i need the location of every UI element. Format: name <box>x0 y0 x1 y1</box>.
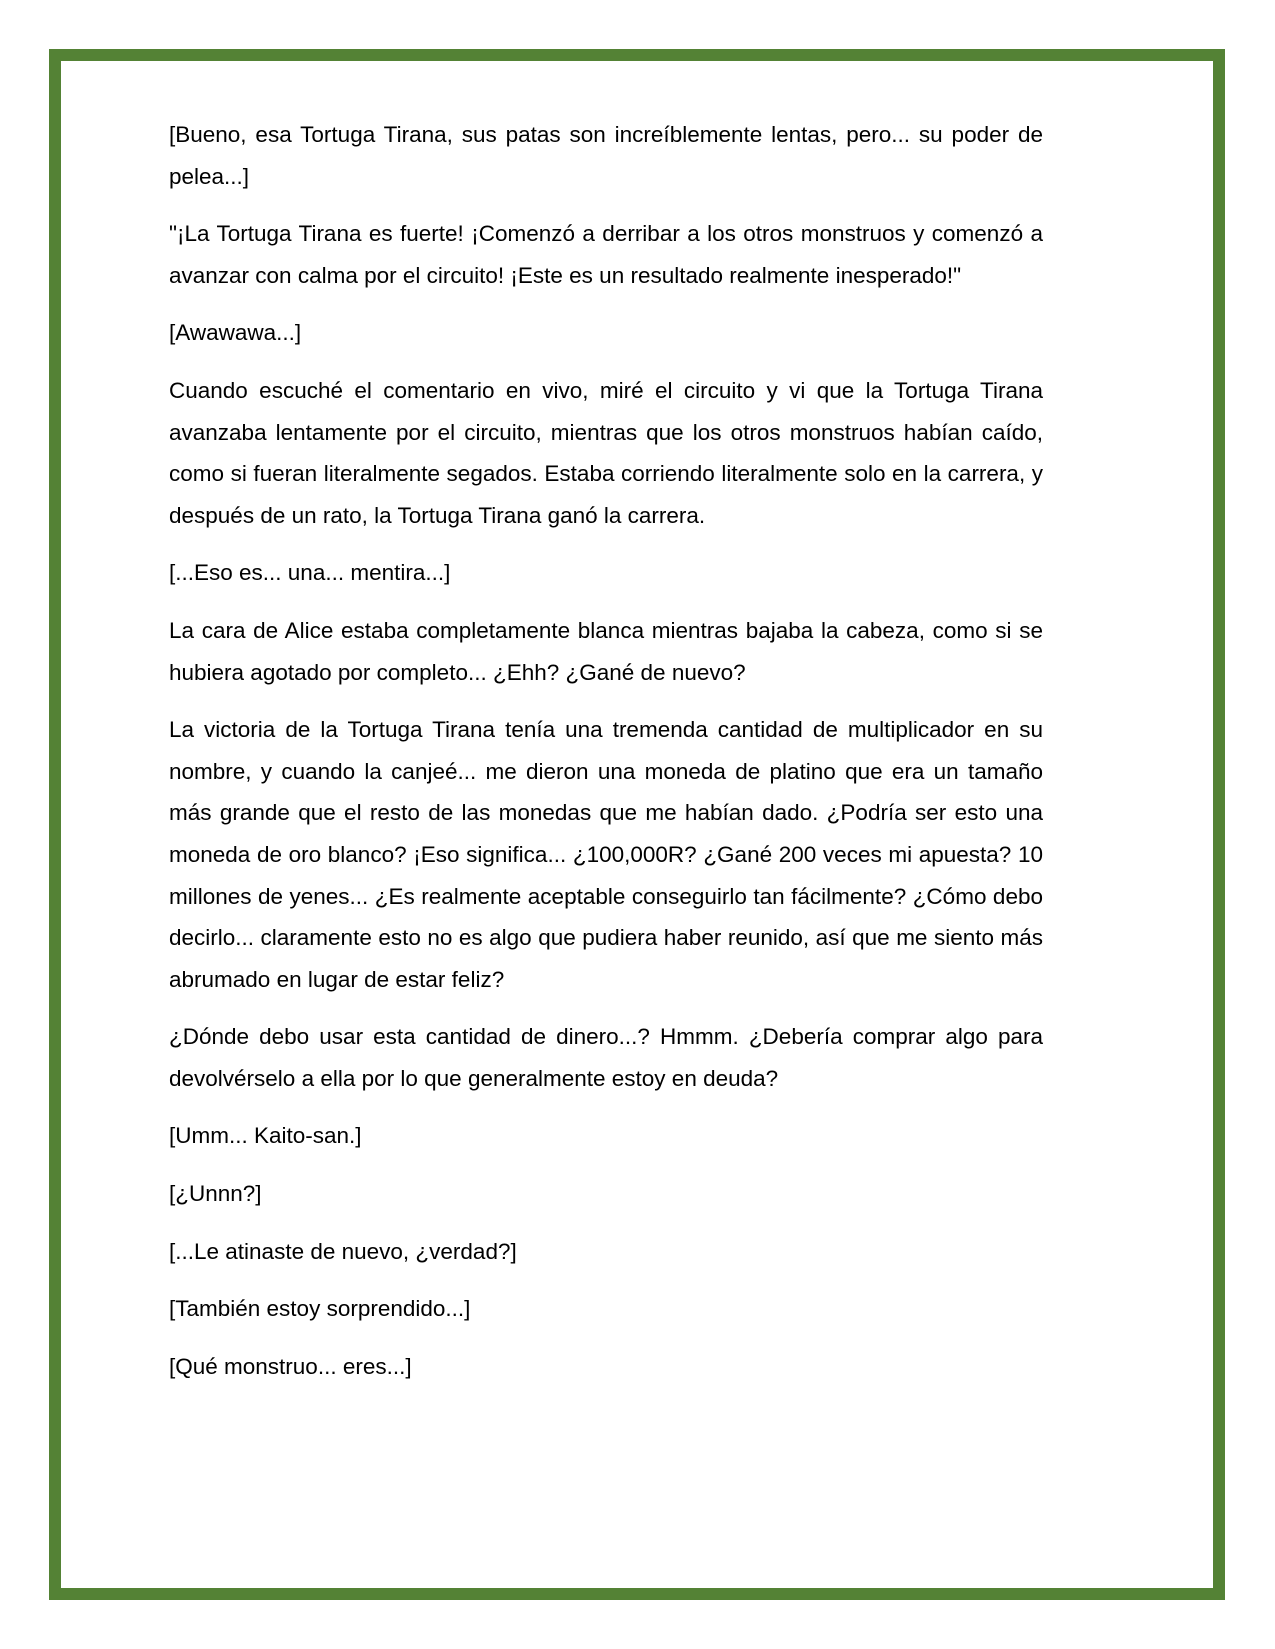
paragraph-12: [También estoy sorprendido...] <box>169 1296 471 1322</box>
paragraph-1: [Bueno, esa Tortuga Tirana, sus patas son increíblemente lentas, pero... su poder de pelea...] <box>169 122 1043 189</box>
document-body <box>169 114 1043 1403</box>
paragraph-11: [...Le atinaste de nuevo, ¿verdad?] <box>169 1238 517 1264</box>
paragraph-6: La cara de Alice estaba completamente blanca mientras bajaba la cabeza, como si se hubiera agotado por completo... ¿Ehh? ¿Gané de nuevo? <box>169 617 1043 685</box>
page-border-frame <box>49 49 1225 1600</box>
paragraph-3: [Awawawa...] <box>169 320 302 346</box>
paragraph-7: La victoria de la Tortuga Tirana tenía una tremenda cantidad de multiplicador en su nombre, y cuando la canjeé... me dieron una moneda de platino que era un tamaño más grande que el resto de las monedas que me habían dado. ¿Podría ser esto una moneda de oro blanco? ¡Eso significa... ¿100,000R? ¿Gané 200 veces mi apuesta? 10 millones de yenes... ¿Es realmente aceptable conseguirlo tan fácilmente? ¿Cómo debo decirlo... claramente esto no es algo que pudiera haber reunido, así que me siento más abrumado en lugar de estar feliz? <box>169 717 1043 992</box>
paragraph-8: ¿Dónde debo usar esta cantidad de dinero...? Hmmm. ¿Debería comprar algo para devolvérselo a ella por lo que generalmente estoy en deuda? <box>169 1024 1043 1091</box>
paragraph-13: [Qué monstruo... eres...] <box>169 1353 412 1379</box>
paragraph-10: [¿Unnn?] <box>169 1181 262 1207</box>
paragraph-2: "¡La Tortuga Tirana es fuerte! ¡Comenzó a derribar a los otros monstruos y comenzó a avanzar con calma por el circuito! ¡Este es un resultado realmente inesperado!" <box>169 221 1043 288</box>
paragraph-5: [...Eso es... una... mentira...] <box>169 560 451 586</box>
paragraph-4: Cuando escuché el comentario en vivo, miré el circuito y vi que la Tortuga Tirana avanzaba lentamente por el circuito, mientras que los otros monstruos habían caído, como si fueran literalmente segados. Estaba corriendo literalmente solo en la carrera, y después de un rato, la Tortuga Tirana ganó la carrera. <box>169 377 1043 528</box>
paragraph-9: [Umm... Kaito-san.] <box>169 1123 362 1149</box>
